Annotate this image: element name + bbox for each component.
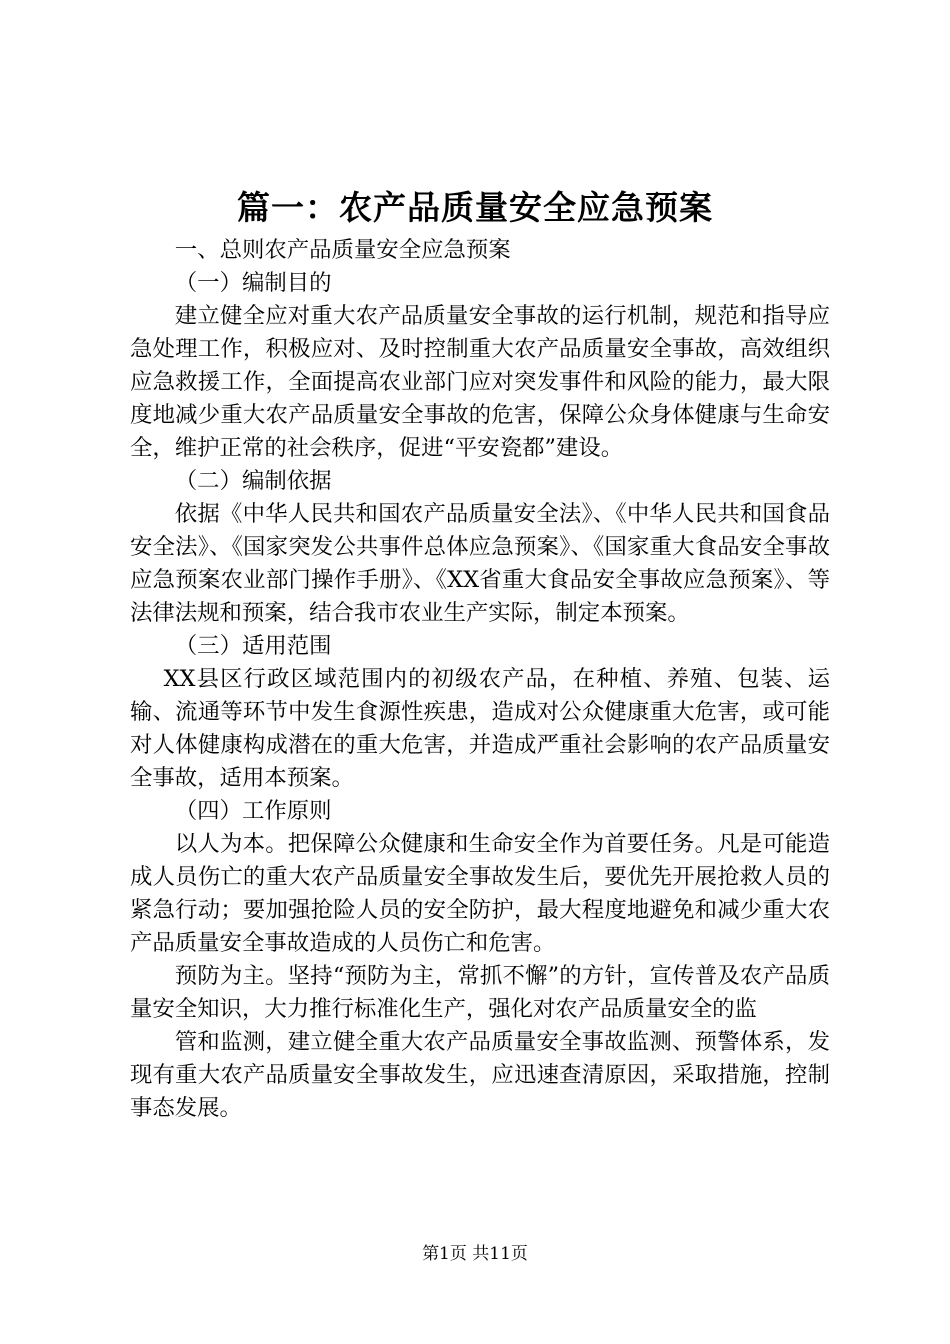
paragraph-basis: 依据《中华人民共和国农产品质量安全法》、《中华人民共和国食品安全法》、《国家突发公共事件总体应急预案》、《国家重大食品安全事故应急预案农业部门操作手册》、《XX省重大食品安全事故应急预案》、等法律法规和预案，结合我市农业生产实际，制定本预案。	[130, 501, 830, 626]
section-heading-general: 一、总则农产品质量安全应急预案	[174, 237, 511, 263]
paragraph-purpose: 建立健全应对重大农产品质量安全事故的运行机制，规范和指导应急处理工作，积极应对、及时控制重大农产品质量安全事故，高效组织应急救援工作，全面提高农业部门应对突发事件和风险的能力，最大限度地减少重大农产品质量安全事故的危害，保障公众身体健康与生命安全，维护正常的社会秩序，促进“平安瓷都”建设。	[130, 303, 830, 461]
document-body	[130, 234, 830, 1125]
subsection-heading-purpose: （一）编制目的	[174, 270, 332, 296]
paragraph-scope: XX县区行政区域范围内的初级农产品，在种植、养殖、包装、运输、流通等环节中发生食源性疾患，造成对公众健康重大危害，或可能对人体健康构成潜在的重大危害，并造成严重社会影响的农产品质量安全事故，适用本预案。	[130, 666, 830, 791]
subsection-heading-scope: （三）适用范围	[174, 633, 332, 659]
paragraph-prevention-first: 预防为主。坚持“预防为主，常抓不懈”的方针，宣传普及农产品质量安全知识，大力推行标准化生产，强化对农产品质量安全的监	[130, 963, 830, 1022]
subsection-heading-principles: （四）工作原则	[174, 798, 332, 824]
paragraph-people-first: 以人为本。把保障公众健康和生命安全作为首要任务。凡是可能造成人员伤亡的重大农产品质量安全事故发生后，要优先开展抢救人员的紧急行动；要加强抢险人员的安全防护，最大程度地避免和减少重大农产品质量安全事故造成的人员伤亡和危害。	[130, 831, 830, 956]
paragraph-supervision: 管和监测，建立健全重大农产品质量安全事故监测、预警体系，发现有重大农产品质量安全事故发生，应迅速查清原因，采取措施，控制事态发展。	[130, 1029, 830, 1121]
page-number-footer: 第1页 共11页	[422, 1244, 528, 1264]
document-title: 篇一：农产品质量安全应急预案	[237, 188, 713, 227]
subsection-heading-basis: （二）编制依据	[174, 468, 332, 494]
